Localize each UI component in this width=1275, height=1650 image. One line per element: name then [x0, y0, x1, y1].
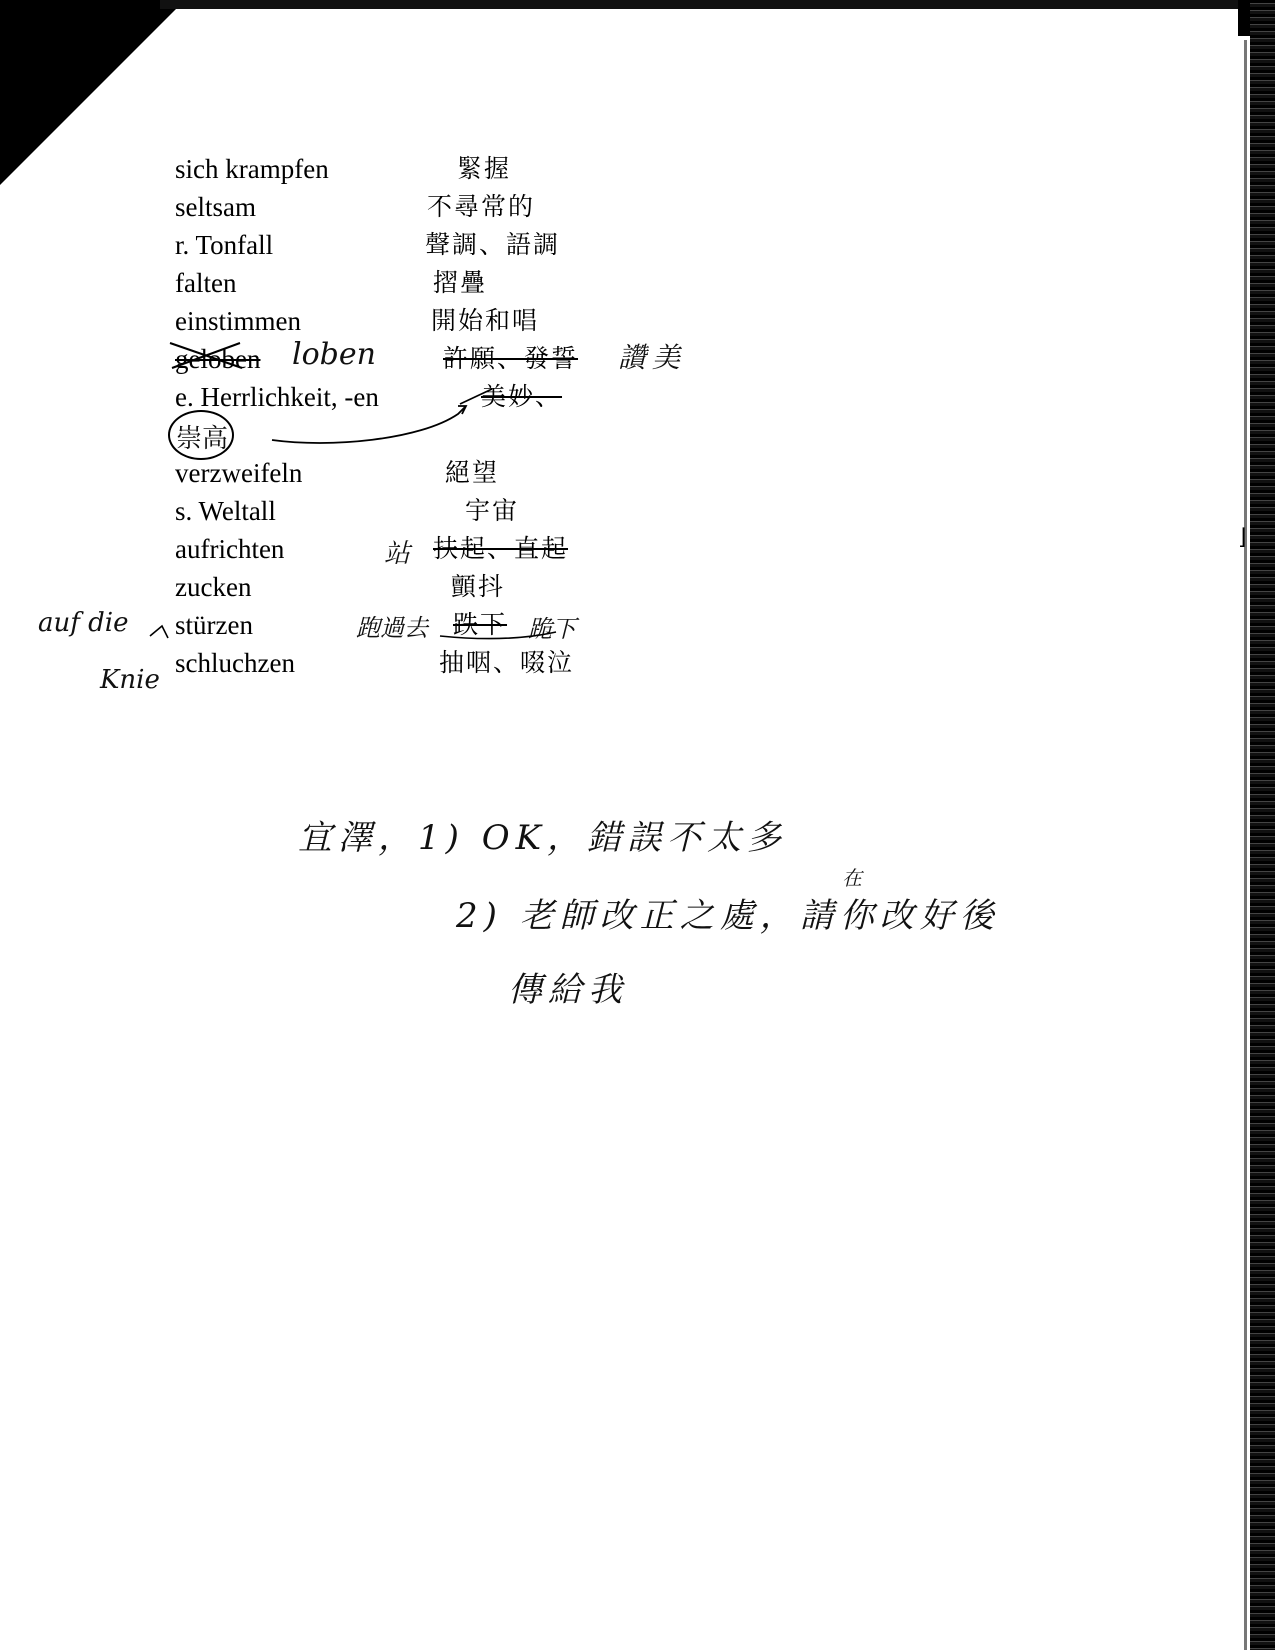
- teacher-note-small: 在: [842, 866, 862, 890]
- chinese-term: 宇宙: [465, 496, 520, 525]
- handwritten-loben: loben: [292, 337, 376, 372]
- german-term: e. Herrlichkeit, -en: [175, 382, 379, 412]
- german-term: falten: [175, 268, 237, 298]
- chinese-term: 聲調、語調: [425, 230, 561, 259]
- handwritten-knie: Knie: [100, 665, 160, 695]
- german-term: schluchzen: [175, 648, 295, 678]
- insert-mark: [460, 389, 492, 404]
- chinese-term: 開始和唱: [431, 306, 540, 335]
- teacher-note-line1: 宜澤，1) OK，錯誤不太多: [298, 818, 787, 858]
- german-term: verzweifeln: [175, 458, 303, 488]
- chinese-term: 絕望: [445, 458, 500, 487]
- chinese-term: 扶起、直起: [433, 534, 569, 563]
- chinese-term: 許願、發誓: [443, 344, 579, 373]
- chinese-term: 抽咽、啜泣: [439, 648, 575, 677]
- chinese-term: 摺疊: [433, 268, 488, 297]
- arrow-to-chonggao: [272, 406, 466, 443]
- german-term: sich krampfen: [175, 154, 329, 184]
- handwritten-zhan: 站: [384, 539, 411, 569]
- margin-mark: ⌋: [1238, 525, 1247, 550]
- handwritten-paoguoqu: 跑過去: [356, 614, 428, 642]
- chinese-term: 緊握: [457, 154, 512, 183]
- cross-out-mark: [170, 343, 242, 368]
- chinese-term: 美妙、: [481, 382, 563, 411]
- handwritten-guixia: 跪下: [528, 615, 576, 643]
- german-term: zucken: [175, 572, 252, 602]
- caret-mark: [150, 626, 168, 638]
- german-term: stürzen: [175, 610, 253, 640]
- chinese-term: 跌下: [453, 610, 508, 639]
- teacher-note-line2: 2) 老師改正之處，請你改好後: [456, 896, 1000, 936]
- handwritten-auf-die: auf die: [38, 608, 129, 638]
- german-term: einstimmen: [175, 306, 301, 336]
- german-term: s. Weltall: [175, 496, 276, 526]
- german-term: seltsam: [175, 192, 256, 222]
- german-term: r. Tonfall: [175, 230, 274, 260]
- chinese-term: 不尋常的: [427, 192, 536, 221]
- teacher-note-line3: 傳給我: [508, 970, 628, 1010]
- handwritten-zanmei: 讚美: [618, 341, 687, 374]
- underline-stroke: [440, 632, 556, 639]
- handwritten-chonggao: 崇高: [176, 424, 229, 454]
- german-term: aufrichten: [175, 534, 285, 564]
- chinese-term: 顫抖: [451, 572, 506, 601]
- german-term: geloben: [175, 344, 261, 374]
